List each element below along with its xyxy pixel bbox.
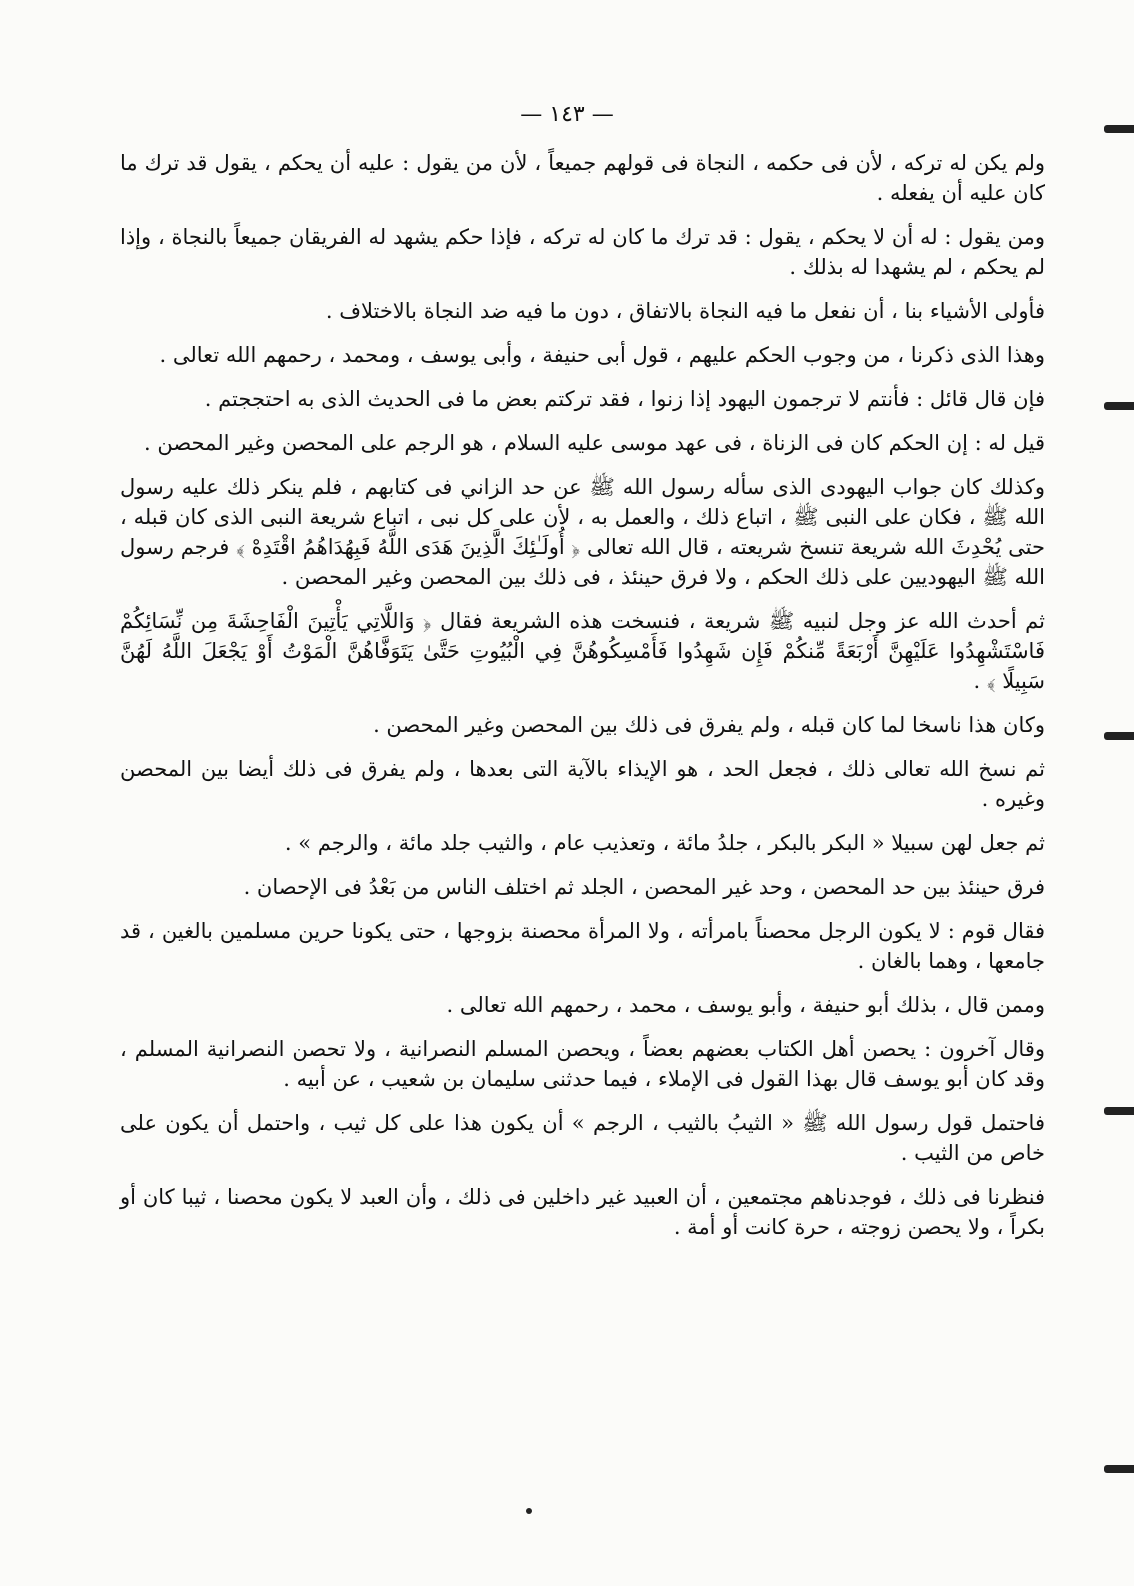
paragraph: قيل له : إن الحكم كان فى الزناة ، فى عهد موسى عليه السلام ، هو الرجم على المحصن وغير المحصن . bbox=[143, 431, 1045, 455]
scan-edge-mark bbox=[1104, 1465, 1134, 1473]
paragraph: فإن قال قائل : فأنتم لا ترجمون اليهود إذا زنوا ، فقد تركتم بعض ما فى الحديث الذى به احتججتم . bbox=[204, 387, 1045, 411]
scan-dot bbox=[526, 1508, 532, 1514]
paragraph: ثم أحدث الله عز وجل لنبيه ﷺ شريعة ، فنسخت هذه الشريعة فقال ﴿ وَاللَّاتِي يَأْتِينَ الْفَاحِشَةَ مِن نِّسَائِكُمْ فَاسْتَشْهِدُوا عَلَيْهِنَّ أَرْبَعَةً مِّنكُمْ فَإِن شَهِدُوا فَأَمْسِكُوهُنَّ فِي الْبُيُوتِ حَتَّىٰ يَتَوَفَّاهُنَّ الْمَوْتُ أَوْ يَجْعَلَ اللَّهُ لَهُنَّ سَبِيلًا ﴾ . bbox=[120, 609, 1045, 693]
scan-edge-mark bbox=[1104, 732, 1134, 740]
paragraph: فنظرنا فى ذلك ، فوجدناهم مجتمعين ، أن العبيد غير داخلين فى ذلك ، وأن العبد لا يكون محصنا ، ثيبا كان أو بكراً ، ولا يحصن زوجته ، حرة كانت أو أمة . bbox=[120, 1185, 1045, 1239]
paragraph: وقال آخرون : يحصن أهل الكتاب بعضهم بعضاً ، ويحصن المسلم النصرانية ، ولا تحصن النصرانية المسلم ، وقد كان أبو يوسف قال بهذا القول فى الإملاء ، فيما حدثنى سليمان بن شعيب ، عن أبيه . bbox=[120, 1037, 1045, 1091]
page-body bbox=[120, 148, 1045, 1256]
paragraph: ثم جعل لهن سبيلا « البكر بالبكر ، جلدُ مائة ، وتعذيب عام ، والثيب جلد مائة ، والرجم » . bbox=[284, 831, 1045, 855]
paragraph: وكان هذا ناسخا لما كان قبله ، ولم يفرق فى ذلك بين المحصن وغير المحصن . bbox=[373, 713, 1045, 737]
paragraph: وهذا الذى ذكرنا ، من وجوب الحكم عليهم ، قول أبى حنيفة ، وأبى يوسف ، ومحمد ، رحمهم الله تعالى . bbox=[159, 343, 1045, 367]
scan-edge-mark bbox=[1104, 1107, 1134, 1115]
paragraph: فرق حينئذ بين حد المحصن ، وحد غير المحصن ، الجلد ثم اختلف الناس من بَعْدُ فى الإحصان . bbox=[243, 875, 1045, 899]
paragraph: وكذلك كان جواب اليهودى الذى سأله رسول الله ﷺ عن حد الزاني فى كتابهم ، فلم ينكر ذلك عليه رسول الله ﷺ ، فكان على النبى ﷺ ، اتباع ذلك ، والعمل به ، لأن على كل نبى ، اتباع شريعة النبى الذى كان قبله ، حتى يُحْدِثَ الله شريعة تنسخ شريعته ، قال الله تعالى ﴿ أُولَـٰئِكَ الَّذِينَ هَدَى اللَّهُ فَبِهُدَاهُمُ اقْتَدِهْ ﴾ فرجم رسول الله ﷺ اليهوديين على ذلك الحكم ، ولا فرق حينئذ ، فى ذلك بين المحصن وغير المحصن . bbox=[120, 475, 1045, 589]
paragraph: ثم نسخ الله تعالى ذلك ، فجعل الحد ، هو الإيذاء بالآية التى بعدها ، ولم يفرق فى ذلك أيضا بين المحصن وغيره . bbox=[120, 757, 1045, 811]
paragraph: فأولى الأشياء بنا ، أن نفعل ما فيه النجاة بالاتفاق ، دون ما فيه ضد النجاة بالاختلاف . bbox=[325, 299, 1045, 323]
page-number: — ١٤٣ — bbox=[520, 102, 614, 127]
paragraph: ولم يكن له تركه ، لأن فى حكمه ، النجاة فى قولهم جميعاً ، لأن من يقول : عليه أن يحكم ، يقول قد ترك ما كان عليه أن يفعله . bbox=[120, 151, 1045, 205]
paragraph: ومن يقول : له أن لا يحكم ، يقول : قد ترك ما كان له تركه ، فإذا حكم يشهد له الفريقان جميعاً بالنجاة ، وإذا لم يحكم ، لم يشهدا له بذلك . bbox=[120, 225, 1045, 279]
paragraph: فقال قوم : لا يكون الرجل محصناً بامرأته ، ولا المرأة محصنة بزوجها ، حتى يكونا حرين مسلمين بالغين ، قد جامعها ، وهما بالغان . bbox=[120, 919, 1045, 973]
scan-edge-mark bbox=[1104, 402, 1134, 410]
scan-edge-mark bbox=[1104, 125, 1134, 133]
paragraph: فاحتمل قول رسول الله ﷺ « الثيبُ بالثيب ، الرجم » أن يكون هذا على كل ثيب ، واحتمل أن يكون على خاص من الثيب . bbox=[120, 1111, 1045, 1165]
paragraph: وممن قال ، بذلك أبو حنيفة ، وأبو يوسف ، محمد ، رحمهم الله تعالى . bbox=[446, 993, 1045, 1017]
